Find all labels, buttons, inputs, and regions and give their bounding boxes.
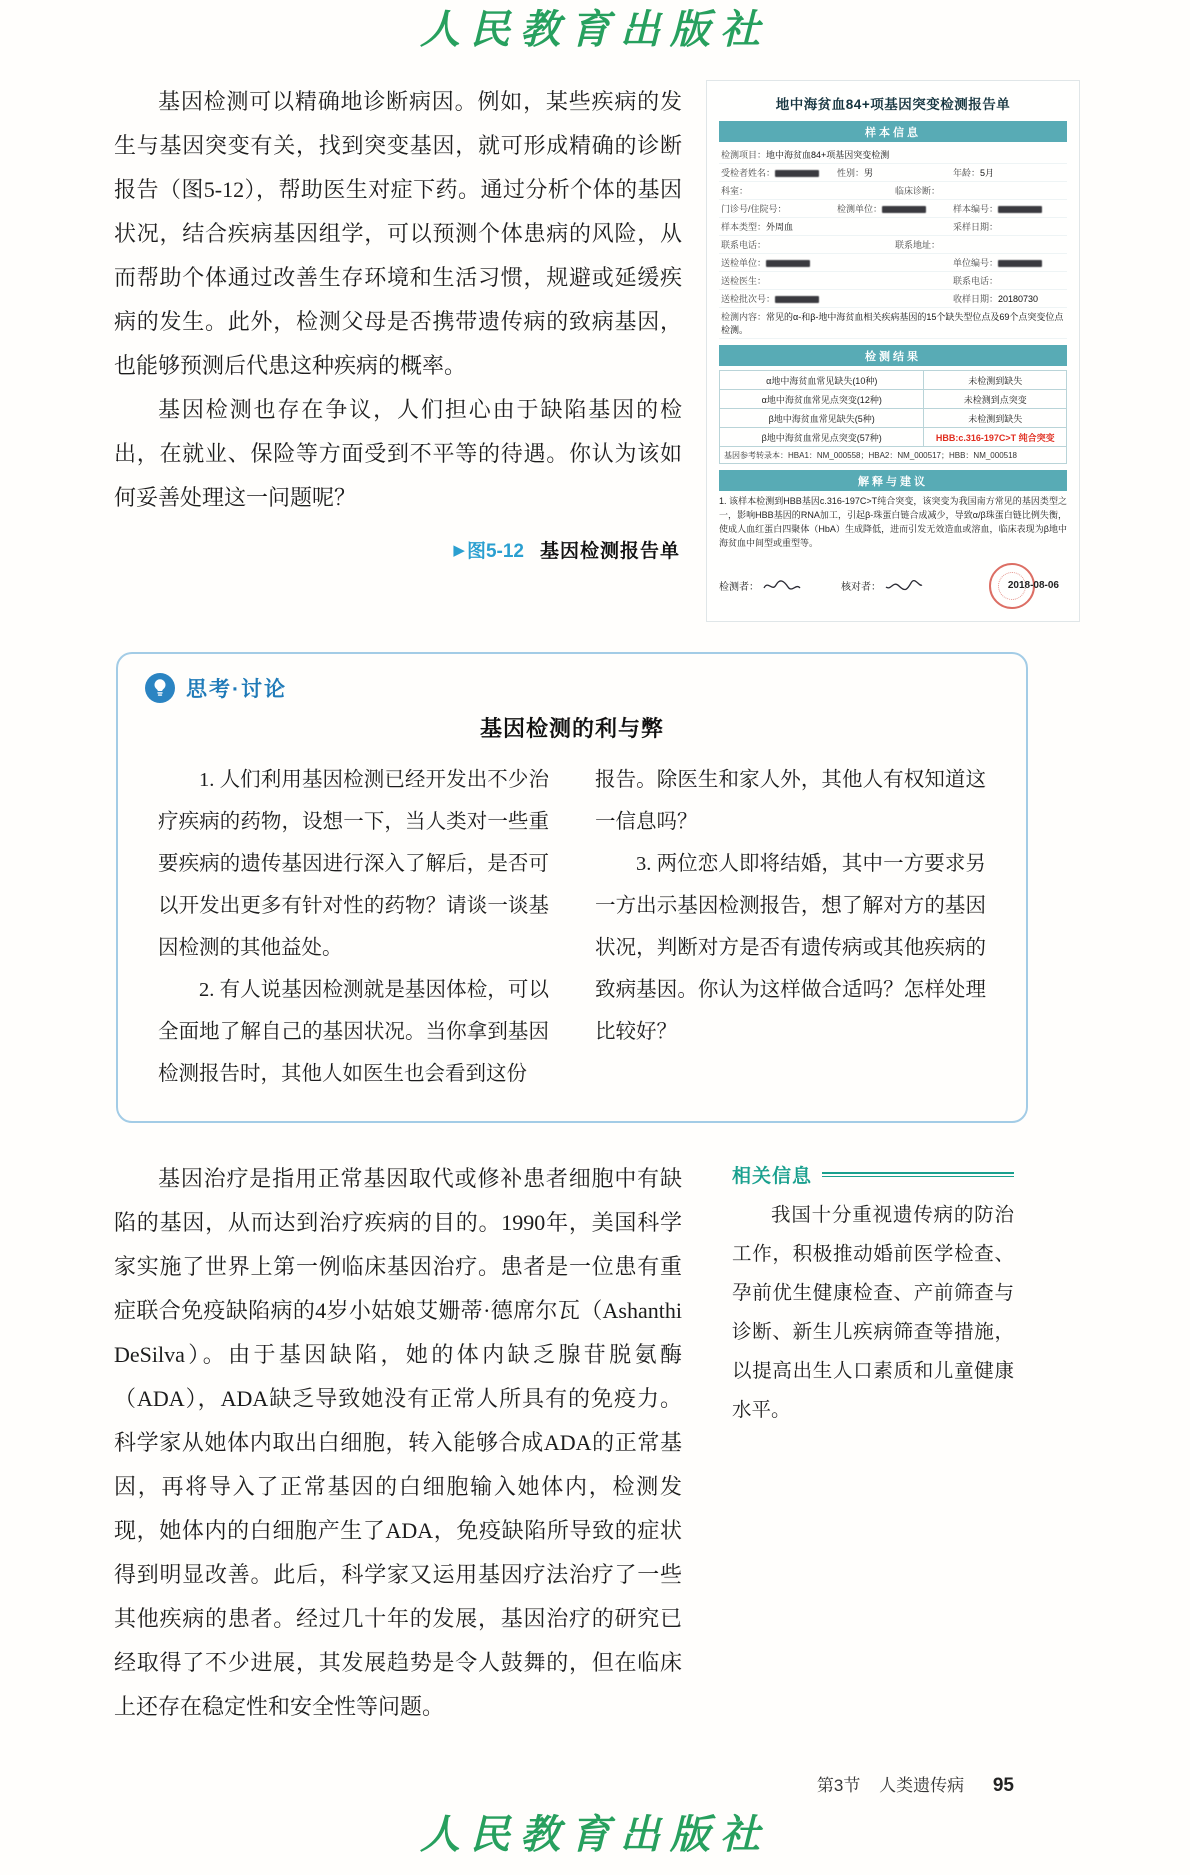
report-field-label: 检测内容：: [721, 312, 767, 322]
result-value: 未检测到缺失: [968, 375, 1023, 386]
report-field: [719, 308, 1067, 339]
footer-section-label: 第3节: [816, 1775, 861, 1795]
report-signoff: [719, 563, 1067, 609]
lightbulb-icon: [144, 672, 176, 704]
report-field: [719, 200, 835, 218]
gene-test-report-figure: [706, 80, 1080, 622]
result-value: 未检测到点突变: [963, 394, 1027, 405]
caption-marker-icon: ▶: [453, 542, 465, 559]
discuss-title: 基因检测的利与弊: [479, 715, 664, 741]
report-field-value: 地中海贫血84+项基因突变检测: [766, 150, 890, 160]
report-field-value: 男: [864, 168, 874, 178]
report-field: [719, 164, 835, 182]
report-result-row: [720, 409, 1066, 428]
result-test-name: α地中海贫血常见缺失(10种): [720, 371, 924, 389]
discuss-question-3: 3. 两位恋人即将结婚，其中一方要求另一方出示基因检测报告，想了解对方的基因状况，判断对方是否有遗传病或其他疾病的致病基因。你认为这样做合适吗？怎样处理比较好？: [595, 852, 986, 1043]
figure-caption-title: 基因检测报告单: [539, 541, 680, 562]
report-title: 地中海贫血84+项基因突变检测报告单: [775, 97, 1011, 112]
discuss-columns: [144, 759, 1000, 1095]
report-field-label: 采样日期：: [952, 222, 998, 232]
report-field: [719, 182, 893, 200]
report-field: [719, 290, 951, 308]
report-field: [951, 200, 1067, 218]
therapy-column: [114, 1157, 682, 1729]
report-field-label: 送检单位：: [721, 258, 767, 268]
report-results-table: [719, 370, 1067, 447]
report-field-label: 联系地址：: [895, 240, 941, 250]
related-info-box: [732, 1157, 1014, 1729]
redacted-value: [766, 260, 810, 267]
report-field-label: 联系电话：: [721, 240, 767, 250]
report-reference-transcripts: 基因参考转录本：HBA1：NM_000558；HBA2：NM_000517；HBB：NM_000518: [719, 447, 1067, 464]
publisher-logo-top: 人民教育出版社: [420, 6, 770, 53]
discuss-question-1: 1. 人们利用基因检测已经开发出不少治疗疾病的药物，设想一下，当人类对一些重要疾病的遗传基因进行深入了解后，是否可以开发出更多有针对性的药物？请谈一谈基因检测的其他益处。: [158, 768, 549, 959]
checker-signature-icon: [884, 578, 924, 594]
report-field-value: 常见的α-和β-地中海贫血相关疾病基因的15个缺失型位点及69个点突变位点检测。: [721, 312, 1064, 335]
report-field: [835, 200, 951, 218]
report-field-label: 单位编号：: [952, 258, 998, 268]
report-field-label: 送检医生：: [721, 276, 767, 286]
redacted-value: [998, 260, 1042, 267]
report-field: [951, 254, 1067, 272]
report-field: [893, 182, 1067, 200]
intro-paragraph-2: 基因检测也存在争议，人们担心由于缺陷基因的检出，在就业、保险等方面受到不平等的待遇。你认为该如何妥善处理这一问题呢？: [114, 397, 682, 510]
report-field-label: 收样日期：: [952, 294, 998, 304]
report-field-label: 门诊号/住院号：: [721, 204, 787, 214]
report-field: [951, 164, 1067, 182]
related-info-header: [732, 1161, 1014, 1188]
discuss-header: [144, 672, 1000, 704]
result-test-name: β地中海贫血常见点突变(57种): [720, 428, 924, 446]
report-field-label: 送检批次号：: [721, 294, 776, 304]
result-value: HBB:c.316-197C>T 纯合突变: [935, 432, 1055, 443]
report-field: [951, 218, 1067, 236]
report-field: [893, 236, 1067, 254]
double-line-decoration: [822, 1172, 1014, 1177]
intro-row: [114, 80, 1080, 622]
redacted-value: [775, 170, 819, 177]
intro-column: [114, 80, 682, 622]
figure-caption: [114, 536, 682, 563]
report-field: [719, 218, 951, 236]
report-field-label: 检测单位：: [836, 204, 882, 214]
report-field-label: 联系电话：: [952, 276, 998, 286]
result-test-name: α地中海贫血常见点突变(12种): [720, 390, 924, 408]
related-info-title: 相关信息: [732, 1165, 813, 1187]
report-section-sample-info: 样本信息: [719, 121, 1067, 142]
discuss-question-2-continued: 报告。除医生和家人外，其他人有权知道这一信息吗？: [595, 768, 986, 833]
page-content: [0, 54, 1190, 1797]
discuss-question-2: 2. 有人说基因检测就是基因体检，可以全面地了解自己的基因状况。当你拿到基因检测报告时，其他人如医生也会看到这份: [158, 978, 549, 1085]
intro-paragraph-1: 基因检测可以精确地诊断病因。例如，某些疾病的发生与基因突变有关，找到突变基因，就可形成精确的诊断报告（图5-12），帮助医生对症下药。通过分析个体的基因状况，结合疾病基因组学，可以预测个体患病的风险，从而帮助个体通过改善生存环境和生活习惯，规避或延缓疾病的发生。此外，检测父母是否携带遗传病的致病基因，也能够预测后代患这种疾病的概率。: [114, 89, 682, 378]
report-field-label: 样本编号：: [952, 204, 998, 214]
tester-signature-icon: [762, 578, 802, 594]
footer-chapter-title: 人类遗传病: [879, 1775, 965, 1795]
report-result-row: [720, 390, 1066, 409]
report-field-value: 外周血: [766, 222, 794, 232]
redacted-value: [882, 206, 926, 213]
figure-caption-label: 图5-12: [466, 541, 524, 562]
report-section-results: 检测结果: [719, 345, 1067, 366]
page-footer: [114, 1729, 1080, 1797]
redacted-value: [775, 296, 819, 303]
report-date: 2018-08-06: [1007, 580, 1059, 592]
report-result-row: [720, 371, 1066, 390]
page-number: 95: [992, 1774, 1014, 1796]
report-sample-info: [719, 146, 1067, 339]
think-discuss-box: [116, 652, 1028, 1123]
report-field-label: 检测项目：: [721, 150, 767, 160]
publisher-logo-bottom: 人民教育出版社: [420, 1810, 770, 1858]
report-field: [951, 290, 1067, 308]
tester-signoff: [719, 578, 802, 594]
report-field-label: 样本类型：: [721, 222, 767, 232]
checker-label: 核对者：: [841, 582, 881, 594]
report-section-interpretation: 解释与建议: [719, 470, 1067, 491]
report-field: [719, 254, 951, 272]
report-field: [951, 272, 1067, 290]
report-field: [835, 164, 951, 182]
report-result-row: [720, 428, 1066, 447]
report-field: [719, 236, 893, 254]
result-test-name: β地中海贫血常见缺失(5种): [720, 409, 924, 427]
report-field: [719, 146, 1067, 164]
report-field: [719, 272, 951, 290]
report-stamp: [963, 580, 1059, 591]
discuss-left-column: [158, 759, 549, 1095]
discuss-right-column: [595, 759, 986, 1095]
report-field-value: 5月: [979, 168, 994, 178]
report-field-label: 临床诊断：: [895, 186, 941, 196]
discuss-header-label: 思考·讨论: [186, 677, 287, 701]
report-field-label: 性别：: [836, 168, 864, 178]
gene-therapy-paragraph: 基因治疗是指用正常基因取代或修补患者细胞中有缺陷的基因，从而达到治疗疾病的目的。1990年，美国科学家实施了世界上第一例临床基因治疗。患者是一位患有重症联合免疫缺陷病的4岁小姑娘艾姗蒂·德席尔瓦（Ashanthi DeSilva）。由于基因缺陷，她的体内缺乏腺苷脱氨酶（ADA），ADA缺乏导致她没有正常人所具有的免疫力。科学家从她体内取出白细胞，转入能够合成ADA的正常基因，再将导入了正常基因的白细胞输入她体内，检测发现，她体内的白细胞产生了ADA，免疫缺陷所导致的症状得到明显改善。此后，科学家又运用基因疗法治疗了一些其他疾病的患者。经过几十年的发展，基因治疗的研究已经取得了不少进展，其发展趋势是令人鼓舞的，但在临床上还存在稳定性和安全性等问题。: [114, 1165, 682, 1719]
report-field-label: 科室：: [721, 186, 749, 196]
related-info-text: 我国十分重视遗传病的防治工作，积极推动婚前医学检查、孕前优生健康检查、产前筛查与诊断、新生儿疾病筛查等措施，以提高出生人口素质和儿童健康水平。: [732, 1204, 1014, 1421]
therapy-row: [114, 1157, 1080, 1729]
report-field-label: 年龄：: [952, 168, 980, 178]
report-interpretation-text: 1. 该样本检测到HBB基因c.316-197C>T纯合突变，该突变为我国南方常见的基因类型之一，影响HBB基因的RNA加工，引起β-珠蛋白链合成减少，导致α/β珠蛋白链比例失衡，使成人血红蛋白四聚体（HbA）生成降低，进而引发无效造血或溶血，临床表现为β地中海贫血中间型或重型等。: [719, 496, 1067, 548]
tester-label: 检测者：: [719, 582, 759, 594]
checker-signoff: [841, 578, 924, 594]
redacted-value: [998, 206, 1042, 213]
report-field-label: 受检者姓名：: [721, 168, 776, 178]
result-value: 未检测到缺失: [968, 413, 1023, 424]
report-field-value: 20180730: [998, 294, 1039, 304]
